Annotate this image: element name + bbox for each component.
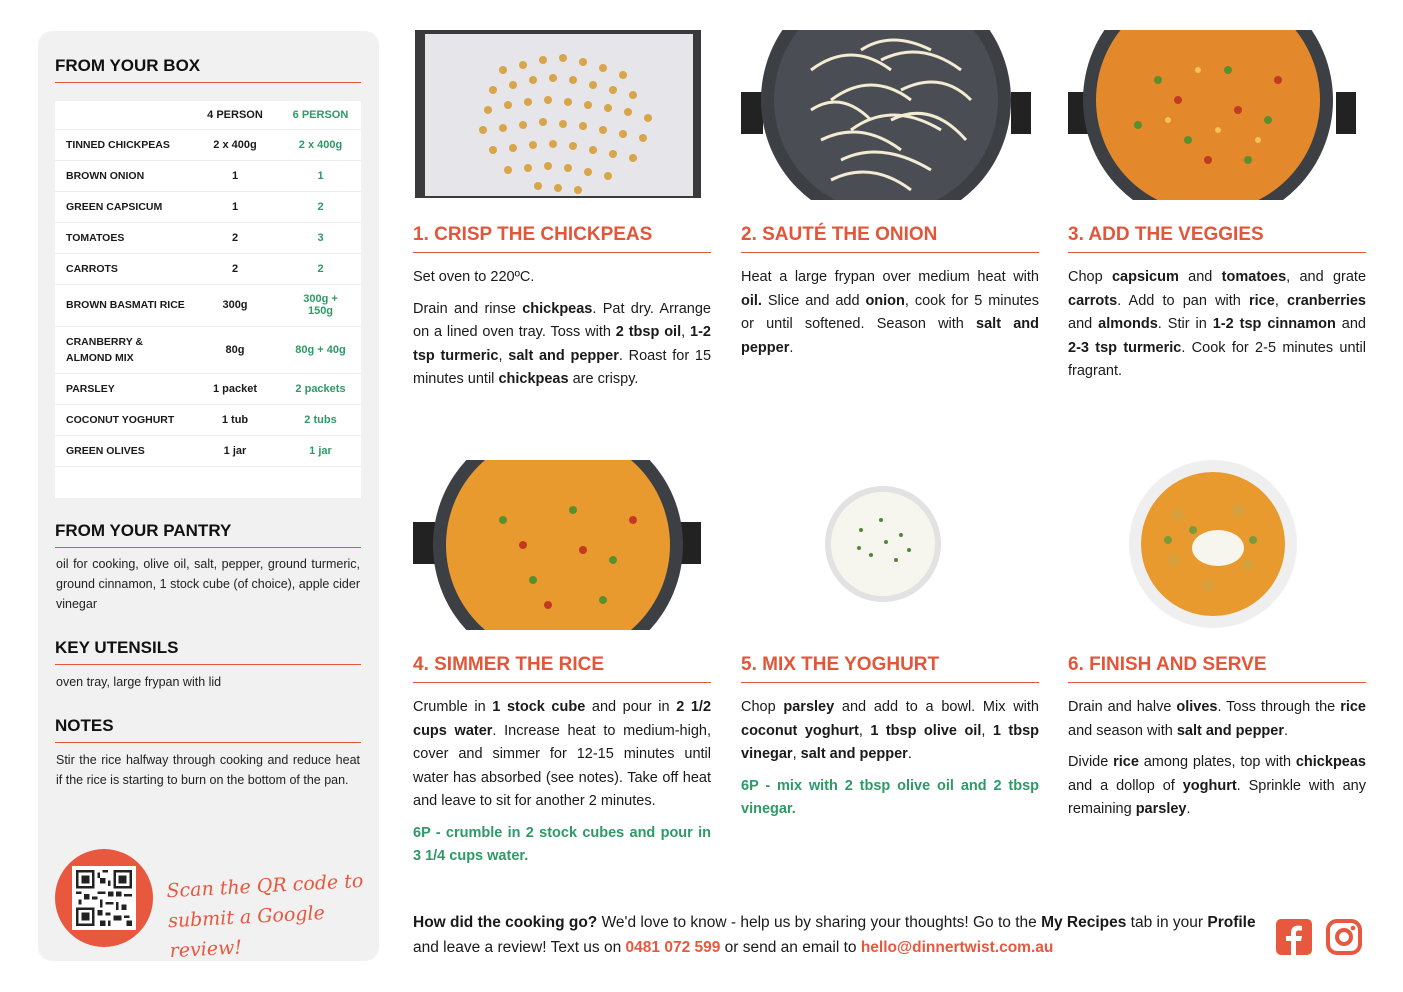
table-row [55, 222, 361, 253]
step-4-title: 4. SIMMER THE RICE [413, 654, 711, 683]
table-header-row [55, 101, 361, 129]
utensils-heading: KEY UTENSILS [55, 638, 361, 665]
qr-badge[interactable] [55, 849, 153, 947]
step-5-6p-note: 6P - mix with 2 tbsp olive oil and 2 tbsp vinegar. [741, 777, 1039, 817]
qty-4: 2 [190, 222, 280, 253]
table-row [55, 129, 361, 160]
step-1-body: Set oven to 220ºC. Drain and rinse chickpeas. Pat dry. Arrange on a lined oven tray. Toss with 2 tbsp oil, 1-2 tsp turmeric, salt and pepper. Roast for 15 minutes until chickpeas are crispy. [413, 269, 712, 387]
qr-caption: Scan the QR code to submit a Google review! [165, 869, 364, 963]
qty-6: 1 jar [280, 435, 361, 466]
col-6-person: 6 PERSON [280, 101, 361, 129]
qty-4: 1 jar [190, 435, 280, 466]
qty-6: 2 [280, 253, 361, 284]
qty-4: 1 [190, 160, 280, 191]
qty-4: 1 packet [190, 373, 280, 404]
step-5-photo [741, 460, 1039, 630]
qty-6: 1 [280, 160, 361, 191]
qty-4: 2 x 400g [190, 129, 280, 160]
step-1-photo [413, 30, 711, 200]
ingredients-table [55, 101, 361, 498]
review-prompt: How did the cooking go? We'd love to know - help us by sharing your thoughts! Go to the My Recipes tab in your Profile and leave a review! Text us on 0481 072 599 or send an email to hello@dinnertwist.com.au [413, 914, 1256, 956]
table-row [55, 160, 361, 191]
table-row [55, 326, 361, 373]
table-row [55, 373, 361, 404]
step-6-photo [1068, 460, 1366, 630]
step-1-title: 1. CRISP THE CHICKPEAS [413, 224, 711, 253]
qty-4: 300g [190, 284, 280, 326]
step-6-body: Drain and halve olives. Toss through the rice and season with salt and pepper. Divide rice among plates, top with chickpeas and a dollop of yoghurt. Sprinkle with any remaining parsley. [1068, 699, 1366, 817]
qty-6: 2 [280, 191, 361, 222]
email-link[interactable]: hello@dinnertwist.com.au [860, 939, 1054, 956]
step-2-body: Heat a large frypan over medium heat with oil. Slice and add onion, cook for 5 minutes or until softened. Season with salt and pepper. [741, 269, 1039, 356]
sidebar [38, 31, 379, 961]
utensils-text: oven tray, large frypan with lid [56, 675, 222, 689]
step-4-body: Crumble in 1 stock cube and pour in 2 1/2 cups water. Increase heat to medium-high, cover and simmer for 12-15 minutes until water has absorbed (see notes). Take off heat and leave to sit for another 2 minutes. 6P - crumble in 2 stock cubes and pour in 3 1/4 cups water. [413, 696, 711, 877]
ingredient-name: COCONUT YOGHURT [55, 404, 190, 435]
pantry-heading: FROM YOUR PANTRY [55, 521, 361, 548]
qty-6: 80g + 40g [280, 326, 361, 373]
qty-4: 1 [190, 191, 280, 222]
box-heading: FROM YOUR BOX [55, 56, 361, 83]
qty-6: 2 tubs [280, 404, 361, 435]
step-3-body: Chop capsicum and tomatoes, and grate carrots. Add to pan with rice, cranberries and almonds. Stir in 1-2 tsp cinnamon and 2-3 tsp turmeric. Cook for 2-5 minutes until fragrant. [1068, 269, 1367, 379]
qty-6: 2 packets [280, 373, 361, 404]
ingredient-name: BROWN ONION [55, 160, 190, 191]
step-3-title: 3. ADD THE VEGGIES [1068, 224, 1366, 253]
table-row [55, 253, 361, 284]
pantry-text: oil for cooking, olive oil, salt, pepper, ground turmeric, ground cinnamon, 1 stock cube (of choice), apple cider vinegar [56, 557, 360, 611]
qty-6: 300g + 150g [280, 284, 361, 326]
step-4-6p-note: 6P - crumble in 2 stock cubes and pour in 3 1/4 cups water. [413, 824, 711, 864]
qty-4: 1 tub [190, 404, 280, 435]
step-4-photo [413, 460, 711, 630]
facebook-icon[interactable] [1275, 918, 1313, 956]
step-2-title: 2. SAUTÉ THE ONION [741, 224, 1039, 253]
qty-4: 80g [190, 326, 280, 373]
notes-text: Stir the rice halfway through cooking and reduce heat if the rice is starting to burn on the bottom of the pan. [56, 753, 360, 787]
ingredient-name: GREEN OLIVES [55, 435, 190, 466]
qty-6: 3 [280, 222, 361, 253]
ingredient-name: CRANBERRY & ALMOND MIX [55, 326, 190, 373]
ingredient-name: GREEN CAPSICUM [55, 191, 190, 222]
qr-code[interactable] [72, 866, 136, 930]
qty-6: 2 x 400g [280, 129, 361, 160]
step-5-body: Chop parsley and add to a bowl. Mix with coconut yoghurt, 1 tbsp olive oil, 1 tbsp vinegar, salt and pepper. 6P - mix with 2 tbsp olive oil and 2 tbsp vinegar. [741, 696, 1039, 830]
qty-4: 2 [190, 253, 280, 284]
phone-link[interactable]: 0481 072 599 [625, 939, 721, 956]
step-6-title: 6. FINISH AND SERVE [1068, 654, 1366, 683]
step-5-title: 5. MIX THE YOGHURT [741, 654, 1039, 683]
table-row [55, 435, 361, 466]
ingredient-name: PARSLEY [55, 373, 190, 404]
table-row [55, 191, 361, 222]
notes-heading: NOTES [55, 716, 361, 743]
ingredient-name: TINNED CHICKPEAS [55, 129, 190, 160]
instagram-icon[interactable] [1325, 918, 1363, 956]
col-4-person: 4 PERSON [190, 101, 280, 129]
ingredient-name: TOMATOES [55, 222, 190, 253]
step-3-photo [1068, 30, 1366, 200]
ingredient-name: CARROTS [55, 253, 190, 284]
step-2-photo [741, 30, 1039, 200]
table-row [55, 284, 361, 326]
table-row [55, 404, 361, 435]
ingredient-name: BROWN BASMATI RICE [55, 284, 190, 326]
